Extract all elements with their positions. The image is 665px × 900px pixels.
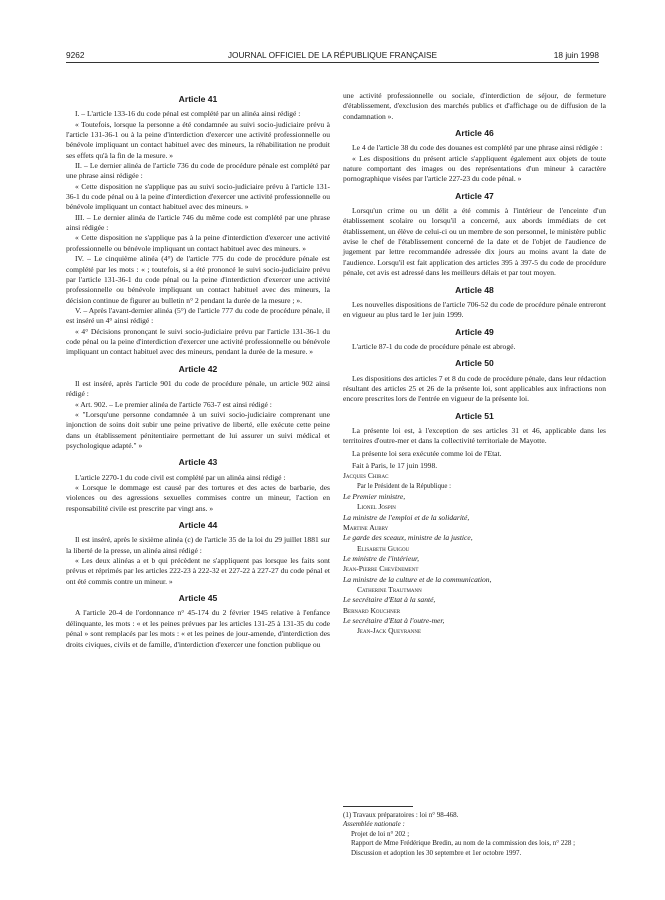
issue-date: 18 juin 1998 [553,50,599,60]
article-heading: Article 51 [455,410,494,421]
paragraph: A l'article 20-4 de l'ordonnance n° 45-174 du 2 février 1945 relative à l'enfance délinquante, les mots : « et les peines prévues par les articles 131-25 à 131-35 du code pénal » sont remplacés par les mots : « et les peines de jour-amende, d'interdiction des droits civiques, civils et de famille, d'interdiction d'exercer une fonction publique ou [66,608,330,649]
paragraph: « 4° Décisions prononçant le suivi socio-judiciaire prévu par l'article 131-36-1 du code pénal ou la peine d'interdiction d'exercer une activité professionnelle ou bénévole impliquant un contact habituel avec des mineurs, pendant la durée de la mesure. » [66,326,330,357]
paragraph: une activité professionnelle ou sociale, d'interdiction de séjour, de fermeture d'établissement, d'exclusion des marchés publics et d'affichage ou de diffusion de la condamnation ». [343,91,606,121]
paragraph: Lorsqu'un crime ou un délit a été commis à l'intérieur de l'enceinte d'un établissement scolaire ou lorsqu'il a concerné, aux abords immédiats de cet établissement, un élève de celui-ci ou un membre de son personnel, le ministère public avise le chef de l'établissement concerné de la date et de l'objet de l'audience de jugement par lettre recommandée adressée dix jours au moins avant la date de l'audience. Lorsqu'il est fait application des articles 395 à 397-5 du code de procédure pénale, cet avis est adressé dans les meilleurs délais et par tout moyen. [343,206,606,278]
signature-line: Par le Président de la République : [357,482,452,490]
paragraph: « Art. 902. – Le premier alinéa de l'article 763-7 est ainsi rédigé : [75,399,272,409]
page-number: 9262 [66,50,85,60]
paragraph: « "Lorsqu'une personne condamnée à un suivi socio-judiciaire comprenant une injonction de soins doit subir une peine privative de liberté, elle exécute cette peine dans un établissement pénitentiaire permettant de lui assurer un suivi médical et psychologique adapté." » [66,409,330,450]
left-column [66,94,330,650]
paragraph: La présente loi sera exécutée comme loi de l'Etat. [352,448,502,458]
footnote-line: (1) Travaux préparatoires : loi n° 98-468. [343,811,459,819]
article-heading: Article 45 [178,593,218,604]
footnote-rule [343,806,413,807]
signature-line: Jean-Jack Queyranne [357,626,422,636]
journal-title: JOURNAL OFFICIEL DE LA RÉPUBLIQUE FRANÇAISE [227,50,438,60]
article-heading: Article 44 [178,520,218,531]
article-heading: Article 46 [455,128,494,139]
paragraph: I. – L'article 133-16 du code pénal est complété par un alinéa ainsi rédigé : [75,109,301,119]
right-column-body [343,91,606,471]
signature-line: Jacques Chirac [343,471,389,481]
signature-line: La ministre de l'emploi et de la solidarité, [343,512,470,522]
signature-line: Bernard Kouchner [343,605,401,615]
paragraph: L'article 2270-1 du code civil est complété par un alinéa ainsi rédigé : [75,472,286,482]
signature-line: Catherine Trautmann [357,585,422,595]
footnotes-body [343,811,606,858]
signature-block [343,471,606,637]
paragraph: II. – Le dernier alinéa de l'article 736 du code de procédure pénale est complété par une phrase ainsi rédigée : [66,161,330,181]
page-header [66,50,599,62]
paragraph: Le 4 de l'article 38 du code des douanes est complété par une phrase ainsi rédigée : [352,143,603,153]
footnote-line: Rapport de Mme Frédérique Bredin, au nom de la commission des lois, n° 228 ; [351,839,576,848]
signature-line: La ministre de la culture et de la communication, [343,574,492,584]
paragraph: « Cette disposition ne s'applique pas au suivi socio-judiciaire prévu à l'article 131-36-1 du code pénal ou à la peine d'interdiction d'exercer une activité professionnelle ou bénévole impliquant un contact habituel avec des mineurs. » [66,181,330,212]
paragraph: Fait à Paris, le 17 juin 1998. [352,460,438,470]
signature-line: Le garde des sceaux, ministre de la justice, [343,533,473,543]
paragraph: Les dispositions des articles 7 et 8 du code de procédure pénale, dans leur rédaction résultant des articles 25 et 26 de la présente loi, sont applicables aux infractions non encore prescrites lors de l'entrée en vigueur de la présente loi. [343,373,606,404]
article-heading: Article 47 [455,190,494,201]
signature-line: Le ministre de l'intérieur, [343,554,419,564]
right-column [343,91,606,637]
paragraph: La présente loi est, à l'exception de ses articles 31 et 46, applicable dans les territoires d'outre-mer et dans la collectivité territoriale de Mayotte. [343,425,606,446]
paragraph: V. – Après l'avant-dernier alinéa (5°) de l'article 777 du code de procédure pénale, il est inséré un 4° ainsi rédigé : [66,305,330,326]
paragraph: « Cette disposition ne s'applique pas à la peine d'interdiction d'exercer une activité professionnelle ou bénévole impliquant un contact habituel avec des mineurs. » [66,233,330,253]
paragraph: « Les dispositions du présent article s'appliquent également aux objets de toute nature comportant des images ou des représentations d'un mineur à caractère pornographique visées par l'article 227-23 du code pénal. » [343,153,606,184]
article-heading: Article 43 [178,457,218,468]
article-heading: Article 49 [455,326,494,337]
signature-line: Le secrétaire d'Etat à la santé, [343,595,436,605]
signature-line: Jean-Pierre Chevènement [343,564,419,574]
footnote-line: Discussion et adoption les 30 septembre et 1er octobre 1997. [351,848,522,857]
article-heading: Article 50 [455,358,494,369]
paragraph: IV. – Le cinquième alinéa (4°) de l'article 775 du code de procédure pénale est complété par les mots : « ; toutefois, si a été prononcé le suivi socio-judiciaire prévu par l'article 131-36-1 du code pénal ou la peine d'interdiction d'exercer une activité professionnelle ou bénévole impliquant un contact habituel avec des mineurs, la décision continue de figurer au bulletin n° 2 pendant la durée de la mesure ; ». [66,254,330,305]
signature-line: Le Premier ministre, [343,492,406,501]
footnotes [343,806,606,858]
article-heading: Article 42 [178,363,218,374]
article-heading: Article 41 [178,94,218,104]
article-heading: Article 48 [455,284,494,295]
paragraph: « Toutefois, lorsque la personne a été condamnée au suivi socio-judiciaire prévu à l'article 131-36-1 ou à la peine d'interdiction d'exercer une activité professionnelle ou bénévole impliquant un contact habituel avec des mineurs, la réhabilitation ne produit ses effets qu'à la fin de la mesure. » [66,119,330,160]
signature-line: Lionel Jospin [357,502,396,512]
paragraph: L'article 87-1 du code de procédure pénale est abrogé. [352,341,516,351]
signature-line: Elisabeth Guigou [357,543,410,553]
paragraph: « Les deux alinéas a et b qui précèdent ne s'appliquent pas lorsque les faits sont prévus et réprimés par les articles 222-23 à 222-32 et 227-22 à 227-27 du code pénal et ont été commis contre un mineur. » [66,556,330,586]
paragraph: « Lorsque le dommage est causé par des tortures et des actes de barbarie, des violences ou des agressions sexuelles commises contre un mineur, l'action en responsabilité civile est prescrite par vingt ans. » [66,483,330,513]
paragraph: Il est inséré, après le sixième alinéa (c) de l'article 35 de la loi du 29 juillet 1881 sur la liberté de la presse, un alinéa ainsi rédigé : [66,535,330,555]
signature-line: Martine Aubry [343,523,389,533]
signature-line: Le secrétaire d'Etat à l'outre-mer, [343,616,445,626]
header-rule [66,62,599,63]
paragraph: Il est inséré, après l'article 901 du code de procédure pénale, un article 902 ainsi rédigé : [66,378,330,399]
footnote-line: Projet de loi n° 202 ; [351,829,410,838]
footnote-line: Assemblée nationale : [343,820,405,829]
paragraph: III. – Le dernier alinéa de l'article 746 du même code est complété par une phrase ainsi rédigée : [66,212,330,233]
paragraph: Les nouvelles dispositions de l'article 706-52 du code de procédure pénale entreront en vigueur au plus tard le 1er juin 1999. [343,299,606,320]
